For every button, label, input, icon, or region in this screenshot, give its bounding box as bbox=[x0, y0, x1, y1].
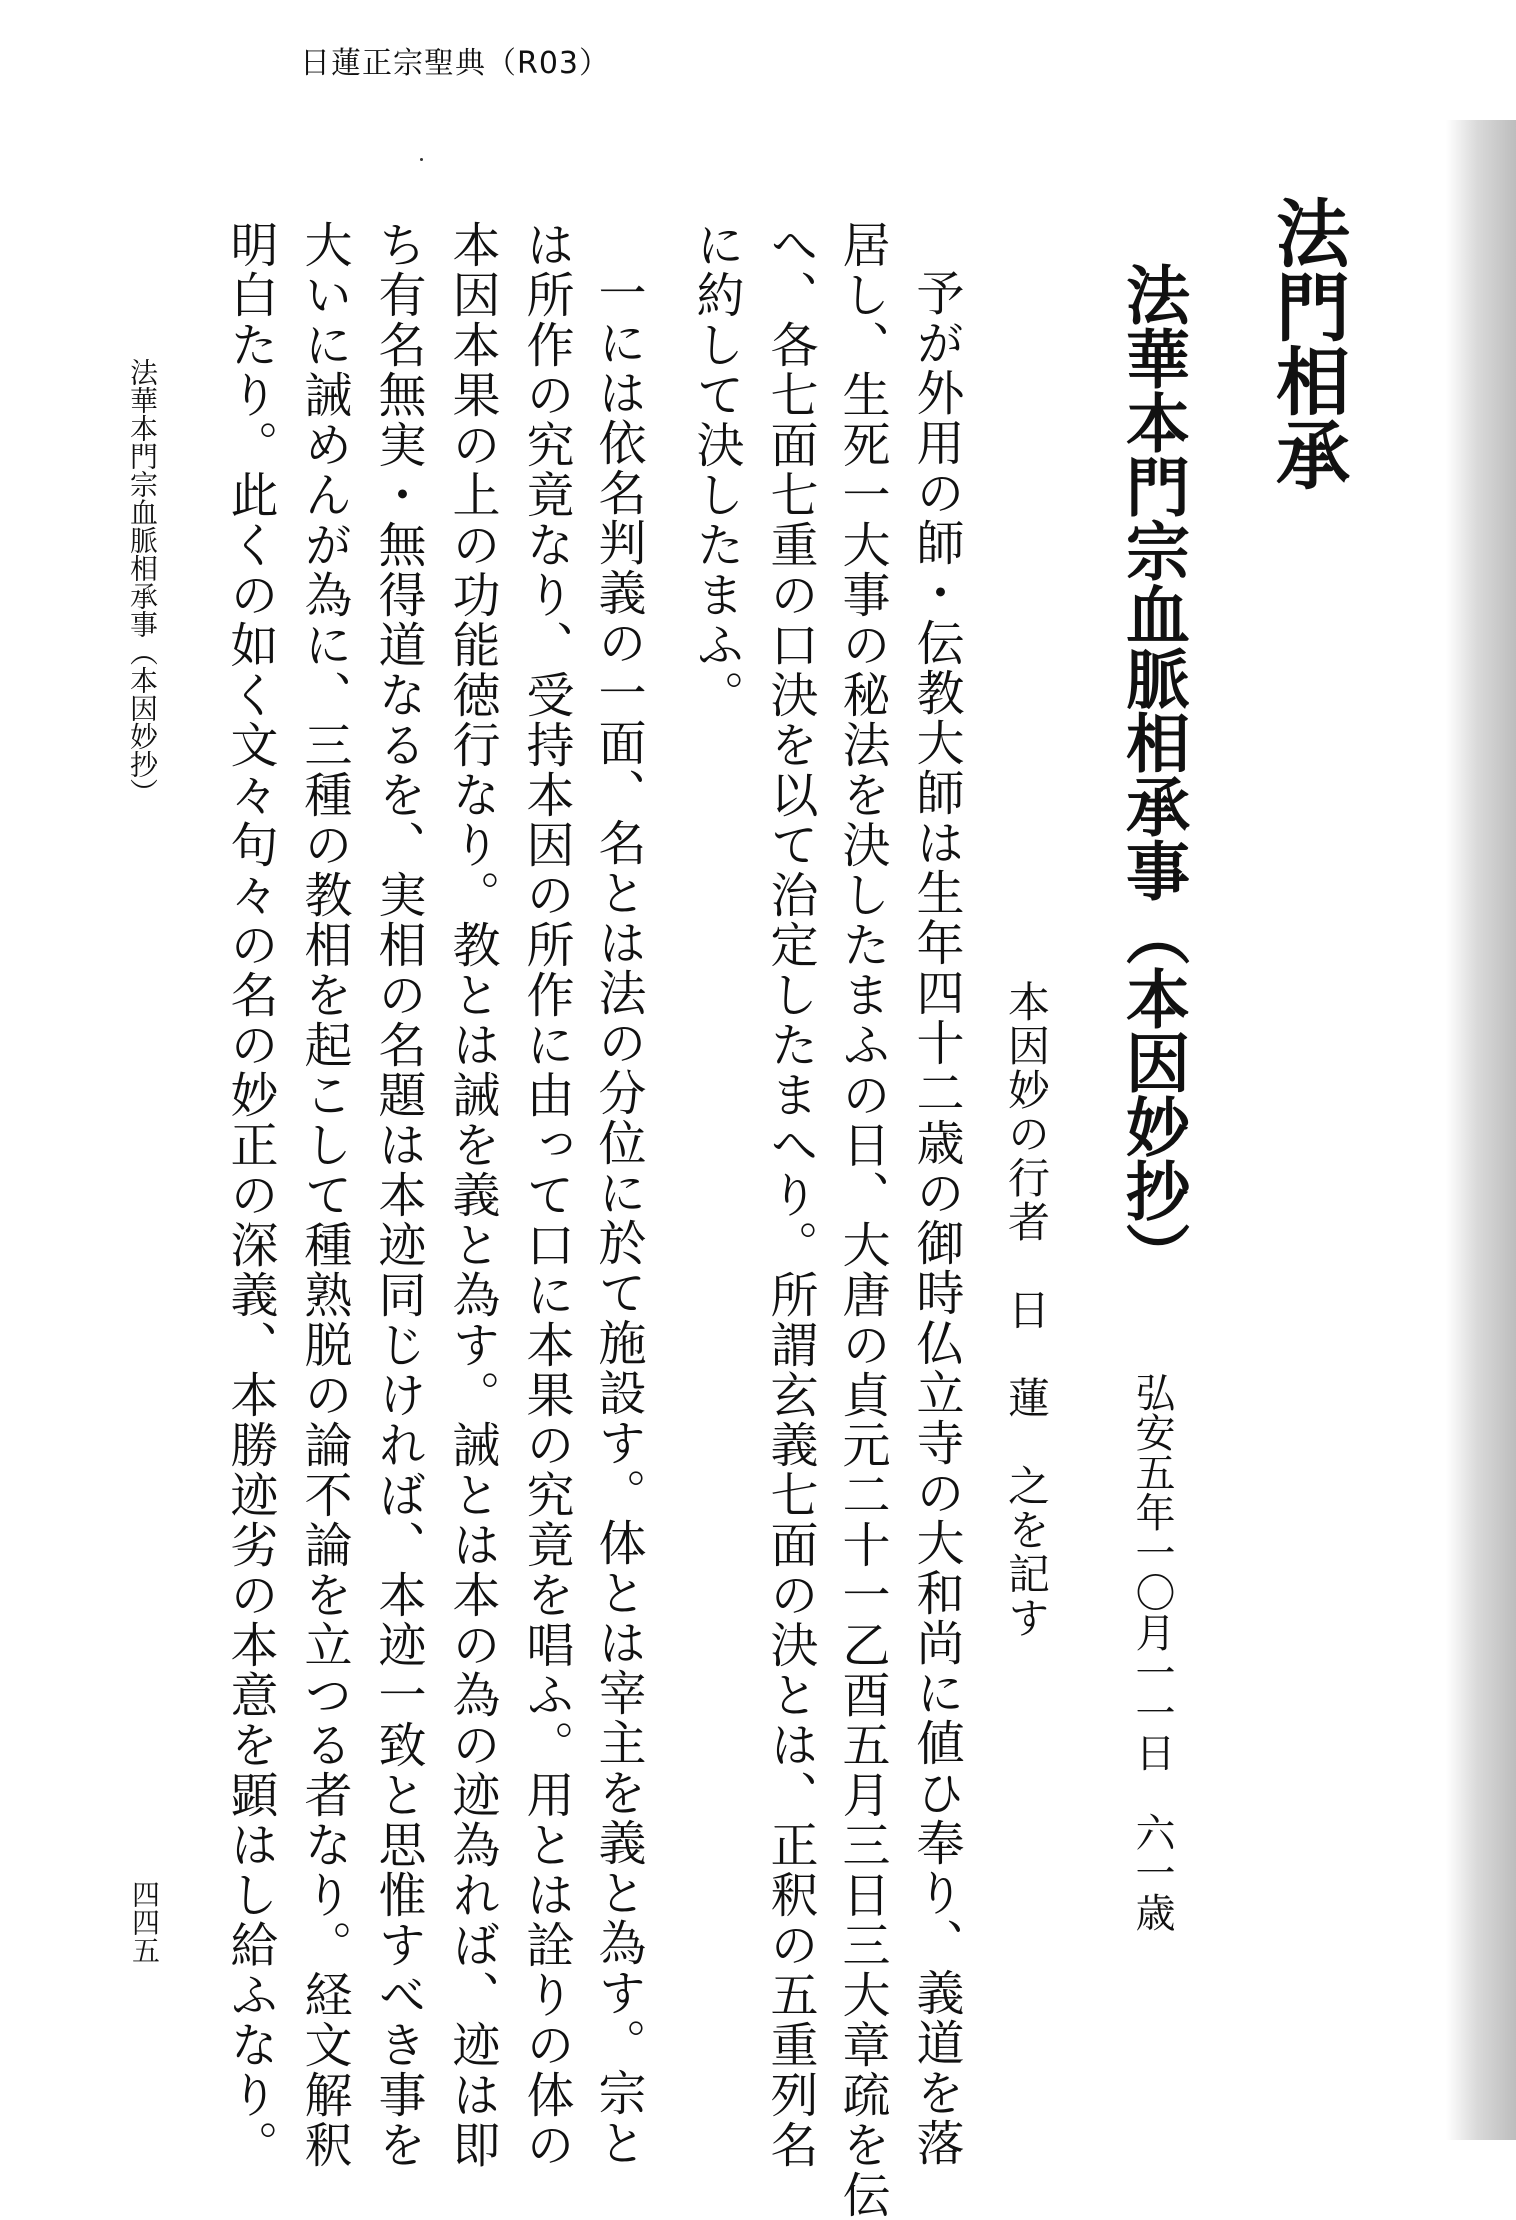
body-line: に約して決したまふ。 bbox=[688, 220, 744, 720]
running-title: 法華本門宗血脈相承事（本因妙抄） bbox=[126, 358, 159, 806]
body-line: へ、各七面七重の口決を以て治定したまへり。所謂玄義七面の決とは、正釈の五重列名 bbox=[762, 220, 818, 2170]
body-line: 明白たり。此くの如く文々句々の名の妙正の深義、本勝迹劣の本意を顕はし給ふなり。 bbox=[222, 220, 278, 2170]
scan-speck bbox=[420, 158, 423, 161]
document-title: 法華本門宗血脈相承事（本因妙抄） bbox=[1115, 262, 1190, 1286]
page-edge-shadow bbox=[1446, 120, 1516, 2140]
body-line: 本因本果の上の功能徳行なり。教とは誡を義と為す。誡とは本の為の迹為れば、迹は即 bbox=[444, 220, 500, 2170]
section-title: 法門相承 bbox=[1264, 195, 1350, 491]
body-line: 一には依名判義の一面、名とは法の分位に於て施設す。体とは宰主を義と為す。宗と bbox=[590, 268, 646, 2168]
page-number: 四四五 bbox=[128, 1880, 161, 1964]
document-date: 弘安五年一〇月一一日 六一歳 bbox=[1129, 1372, 1175, 1932]
body-line: ち有名無実・無得道なるを、実相の名題は本迹同じければ、本迹一致と思惟すべき事を bbox=[370, 220, 426, 2170]
body-line: 居し、生死一大事の秘法を決したまふの日、大唐の貞元二十一乙酉五月三日三大章疏を伝 bbox=[834, 220, 890, 2220]
author-line: 本因妙の行者 日 蓮 之を記す bbox=[1002, 980, 1051, 1640]
book-header: 日蓮正宗聖典（R03） bbox=[300, 46, 611, 81]
body-line: は所作の究竟なり、受持本因の所作に由って口に本果の究竟を唱ふ。用とは詮りの体の bbox=[518, 220, 574, 2170]
body-line: 予が外用の師・伝教大師は生年四十二歳の御時仏立寺の大和尚に値ひ奉り、義道を落 bbox=[908, 268, 964, 2168]
body-line: 大いに誡めんが為に、三種の教相を起こして種熟脱の論不論を立つる者なり。経文解釈 bbox=[296, 220, 352, 2170]
